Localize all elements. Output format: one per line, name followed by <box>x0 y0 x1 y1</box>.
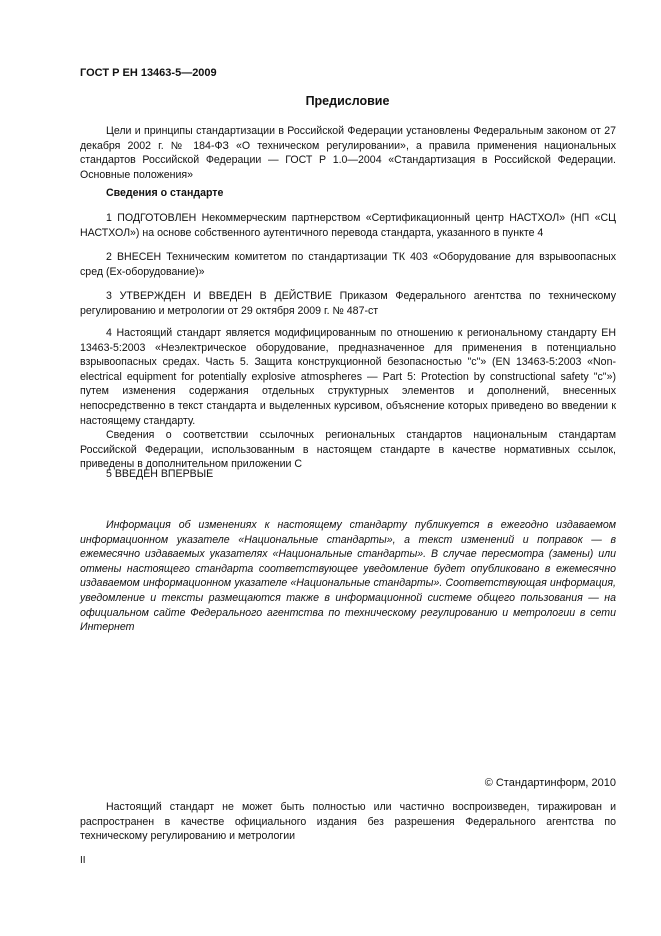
section-heading: Сведения о стандарте <box>106 187 224 199</box>
copyright: © Стандартинформ, 2010 <box>484 777 616 789</box>
page-title: Предисловие <box>305 94 390 108</box>
item-4: 4 Настоящий стандарт является модифицированным по отношению к региональному стандарту ЕН 13463-5:2003 «Неэлектрическое оборудование, предназначенное для применения в потенциально взрывоопасных средах. Часть 5. Защита конструкционной безопасностью "с"» (EN 13463-5:2003 «Non-electrical equipment for potentially explosive atmospheres — Part 5: Protection by constructional safety "c"») путем изменения содержания отдельных структурных элементов и дополнений, внесенных непосредственно в текст стандарта и выделенных курсивом, объяснение которых приведено во введении к настоящему стандарту. Сведения о соответствии ссылочных региональных стандартов национальным стандартам Российской Федерации, использованным в настоящем стандарте в качестве нормативных ссылок, приведены в дополнительном приложении С <box>80 327 616 471</box>
item-1: 1 ПОДГОТОВЛЕН Некоммерческим партнерством «Сертификационный центр НАСТХОЛ» (НП «СЦ НАСТХОЛ») на основе собственного аутентичного перевода стандарта, указанного в пункте 4 <box>80 212 616 239</box>
standard-code: ГОСТ Р ЕН 13463-5—2009 <box>80 67 217 79</box>
item-3: 3 УТВЕРЖДЕН И ВВЕДЕН В ДЕЙСТВИЕ Приказом Федерального агентства по техническому регулированию и метрологии от 29 октября 2009 г. № 487-ст <box>80 290 616 317</box>
item-2: 2 ВНЕСЕН Техническим комитетом по стандартизации ТК 403 «Оборудование для взрывоопасных сред (Ex-оборудование)» <box>80 251 616 278</box>
page-number: II <box>80 855 86 866</box>
references-paragraph: Сведения о соответствии ссылочных региональных стандартов национальным стандартам Российской Федерации, использованным в настоящем стандарте в качестве нормативных ссылок, приведены в дополнительном приложении С <box>80 429 616 471</box>
change-info-paragraph: Информация об изменениях к настоящему стандарту публикуется в ежегодно издаваемом информационном указателе «Национальные стандарты», а текст изменений и поправок — в ежемесячно издаваемых указателях «Национальные стандарты». В случае пересмотра (замены) или отмены настоящего стандарта соответствующее уведомление будет опубликовано в ежемесячно издаваемом информационном указателе «Национальные стандарты». Соответствующая информация, уведомление и тексты размещаются также в информационной системе общего пользования — на официальном сайте Федерального агентства по техническому регулированию и метрологии в сети Интернет <box>80 519 616 634</box>
item-5: 5 ВВЕДЕН ВПЕРВЫЕ <box>106 468 214 480</box>
reproduction-notice: Настоящий стандарт не может быть полностью или частично воспроизведен, тиражирован и распространен в качестве официального издания без разрешения Федерального агентства по техническому регулированию и метрологии <box>80 801 616 843</box>
intro-paragraph: Цели и принципы стандартизации в Российской Федерации установлены Федеральным законом от 27 декабря 2002 г. № 184-ФЗ «О техническом регулировании», а правила применения национальных стандартов Российской Федерации — ГОСТ Р 1.0—2004 «Стандартизация в Российской Федерации. Основные положения» <box>80 125 616 181</box>
